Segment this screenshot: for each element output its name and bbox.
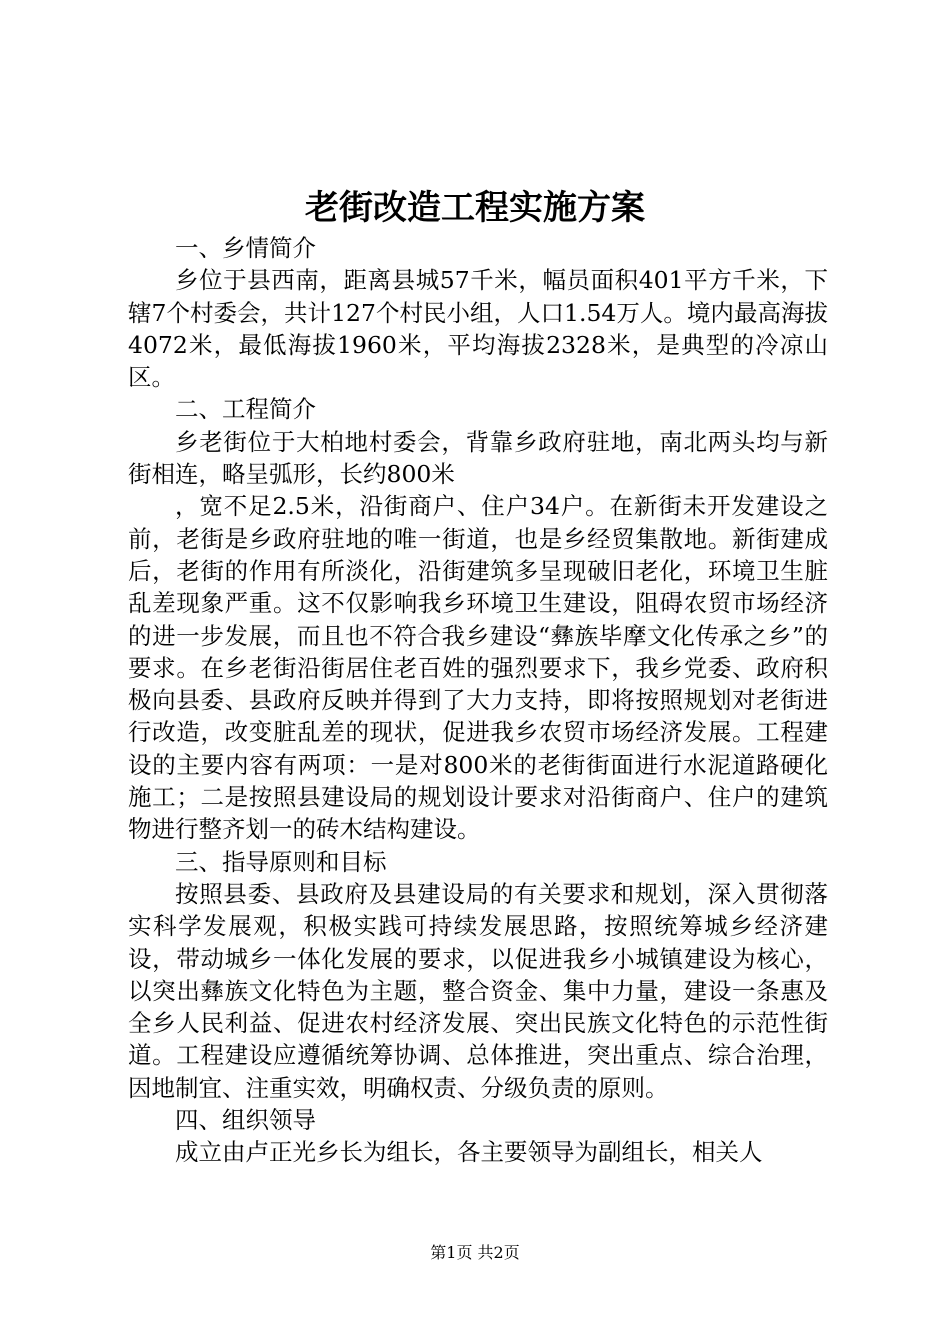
paragraph-guiding-principles: 按照县委、县政府及县建设局的有关要求和规划，深入贯彻落实科学发展观，积极实践可持续发展思路，按照统筹城乡经济建设，带动城乡一体化发展的要求，以促进我乡小城镇建设为核心，以突出彝族文化特色为主题，整合资金、集中力量，建设一条惠及全乡人民利益、促进农村经济发展、突出民族文化特色的示范性街道。工程建设应遵循统筹协调、总体推进，突出重点、综合治理，因地制宜、注重实效，明确权责、分级负责的原则。 — [128, 879, 828, 1102]
paragraph-project-overview-part1: 乡老街位于大柏地村委会，背靠乡政府驻地，南北两头均与新街相连，略呈弧形，长约800米 — [128, 427, 828, 489]
document-title: 老街改造工程实施方案 — [305, 188, 645, 228]
section-heading-4: 四、组织领导 — [175, 1106, 316, 1135]
paragraph-township-overview: 乡位于县西南，距离县城57千米，幅员面积401平方千米，下辖7个村委会，共计127个村民小组，人口1.54万人。境内最高海拔4072米，最低海拔1960米，平均海拔2328米，是典型的冷凉山区。 — [128, 266, 828, 392]
paragraph-project-overview-part2: ，宽不足2.5米，沿街商户、住户34户。在新街未开发建设之前，老街是乡政府驻地的唯一街道，也是乡经贸集散地。新街建成后，老街的作用有所淡化，沿街建筑多呈现破旧老化，环境卫生脏乱差现象严重。这不仅影响我乡环境卫生建设，阻碍农贸市场经济的进一步发展，而且也不符合我乡建设“彝族毕摩文化传承之乡”的要求。在乡老街沿街居住老百姓的强烈要求下，我乡党委、政府积极向县委、县政府反映并得到了大力支持，即将按照规划对老街进行改造，改变脏乱差的现状，促进我乡农贸市场经济发展。工程建设的主要内容有两项：一是对800米的老街街面进行水泥道路硬化施工；二是按照县建设局的规划设计要求对沿街商户、住户的建筑物进行整齐划一的砖木结构建设。 — [128, 492, 828, 844]
document-body — [128, 232, 828, 1169]
page-footer: 第1页 共2页 — [430, 1243, 520, 1262]
paragraph-organization: 成立由卢正光乡长为组长，各主要领导为副组长，相关人 — [175, 1138, 763, 1167]
section-heading-1: 一、乡情简介 — [175, 234, 316, 262]
section-heading-2: 二、工程简介 — [175, 395, 316, 424]
section-heading-3: 三、指导原则和目标 — [175, 847, 387, 876]
